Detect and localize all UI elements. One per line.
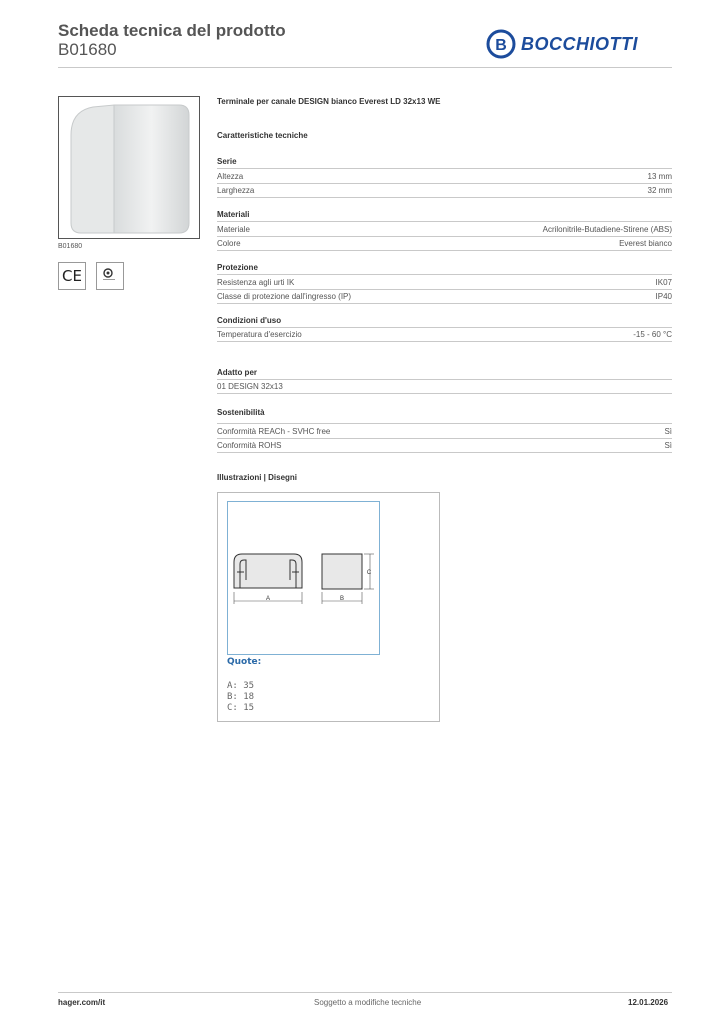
dim-c-label: C [366, 570, 372, 576]
spec-label: Altezza [217, 171, 244, 181]
spec-label: Materiale [217, 224, 250, 234]
section-sostenibilita [217, 423, 672, 453]
product-title: Terminale per canale DESIGN bianco Everest LD 32x13 WE [217, 97, 441, 106]
section-title-serie: Serie [217, 157, 237, 166]
spec-value: Acrilonitrile-Butadiene-Stirene (ABS) [542, 224, 672, 234]
spec-value: Sì [664, 441, 672, 450]
spec-row [217, 183, 672, 198]
brand-logo-icon [486, 29, 516, 59]
spec-row [217, 168, 672, 183]
spec-label: Colore [217, 239, 241, 248]
section-title-protezione: Protezione [217, 263, 258, 272]
spec-row [217, 289, 672, 304]
footer-date: 12.01.2026 [628, 998, 669, 1007]
spec-label: Resistenza agli urti IK [217, 277, 295, 287]
page-title: Scheda tecnica del prodotto [58, 21, 286, 40]
quote-c: C: 15 [227, 703, 255, 713]
spec-value: 32 mm [647, 186, 672, 195]
spec-row [217, 327, 672, 342]
spec-label: Conformità ROHS [217, 441, 282, 450]
section-title-condizioni: Condizioni d'uso [217, 316, 282, 325]
product-image [58, 96, 200, 239]
section-serie [217, 168, 672, 198]
spec-label: Temperatura d'esercizio [217, 330, 302, 339]
spec-row [217, 379, 672, 394]
quality-mark-icon [101, 267, 119, 285]
footer-divider [58, 992, 672, 993]
spec-label: 01 DESIGN 32x13 [217, 382, 283, 391]
header-divider [58, 67, 672, 68]
spec-label: Conformità REACh - SVHC free [217, 426, 331, 436]
spec-value: IP40 [655, 292, 672, 301]
brand-logo [486, 28, 666, 60]
product-photo-icon [59, 97, 199, 238]
spec-value: IK07 [655, 277, 672, 287]
dim-b-label: B [339, 596, 345, 602]
spec-value: Sì [664, 426, 672, 436]
quote-a: A: 35 [227, 681, 255, 691]
quote-b: B: 18 [227, 692, 255, 702]
spec-row [217, 423, 672, 438]
quotes-label: Quote: [227, 657, 262, 667]
section-condizioni [217, 327, 672, 342]
footer-note: Soggetto a modifiche tecniche [314, 998, 422, 1007]
illustrations-heading: Illustrazioni | Disegni [217, 473, 298, 482]
spec-value: -15 - 60 °C [633, 330, 672, 339]
spec-row [217, 236, 672, 251]
dim-a-label: A [265, 596, 271, 602]
spec-value: 13 mm [647, 171, 672, 181]
section-protezione [217, 274, 672, 304]
section-title-materiali: Materiali [217, 210, 250, 219]
spec-row [217, 274, 672, 289]
spec-row [217, 438, 672, 453]
ce-mark [58, 262, 86, 290]
product-code: B01680 [58, 40, 117, 59]
specs-heading: Caratteristiche tecniche [217, 131, 308, 140]
section-materiali [217, 221, 672, 251]
spec-row [217, 221, 672, 236]
svg-text:B: B [495, 37, 507, 54]
image-caption: B01680 [58, 243, 83, 250]
drawing-icon [228, 502, 379, 654]
quality-mark [96, 262, 124, 290]
spec-label: Larghezza [217, 186, 255, 195]
ce-mark-icon: CE [62, 267, 82, 285]
spec-value: Everest bianco [619, 239, 672, 248]
brand-name: BOCCHIOTTI [521, 33, 638, 54]
footer-site-link[interactable]: hager.com/it [58, 998, 106, 1007]
section-title-sostenibilita: Sostenibilità [217, 408, 265, 417]
section-title-adatto: Adatto per [217, 368, 257, 377]
technical-drawing [227, 501, 380, 655]
section-adatto [217, 379, 672, 394]
spec-label: Classe di protezione dall'ingresso (IP) [217, 292, 352, 301]
